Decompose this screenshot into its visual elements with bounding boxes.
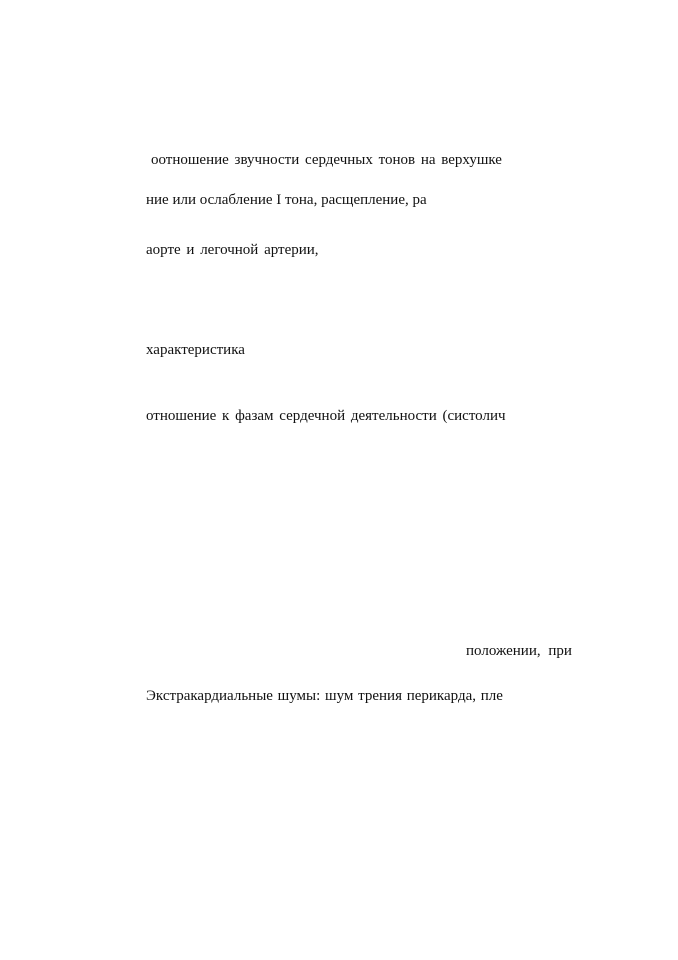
text-line-extracardiac-murmurs: Экстракардиальные шумы: шум трения перикарда, пле — [146, 688, 503, 704]
text-line-first-tone: ние или ослабление I тона, расщепление, ра — [146, 192, 427, 208]
text-line-tones-ratio: оотношение звучности сердечных тонов на верхушке — [151, 152, 502, 168]
text-line-position: положении, при — [466, 643, 572, 659]
text-line-characteristic: характеристика — [146, 342, 245, 358]
text-line-aorta: аорте и легочной артерии, — [146, 242, 319, 258]
text-line-cardiac-phases: отношение к фазам сердечной деятельности (систолич — [146, 408, 506, 424]
